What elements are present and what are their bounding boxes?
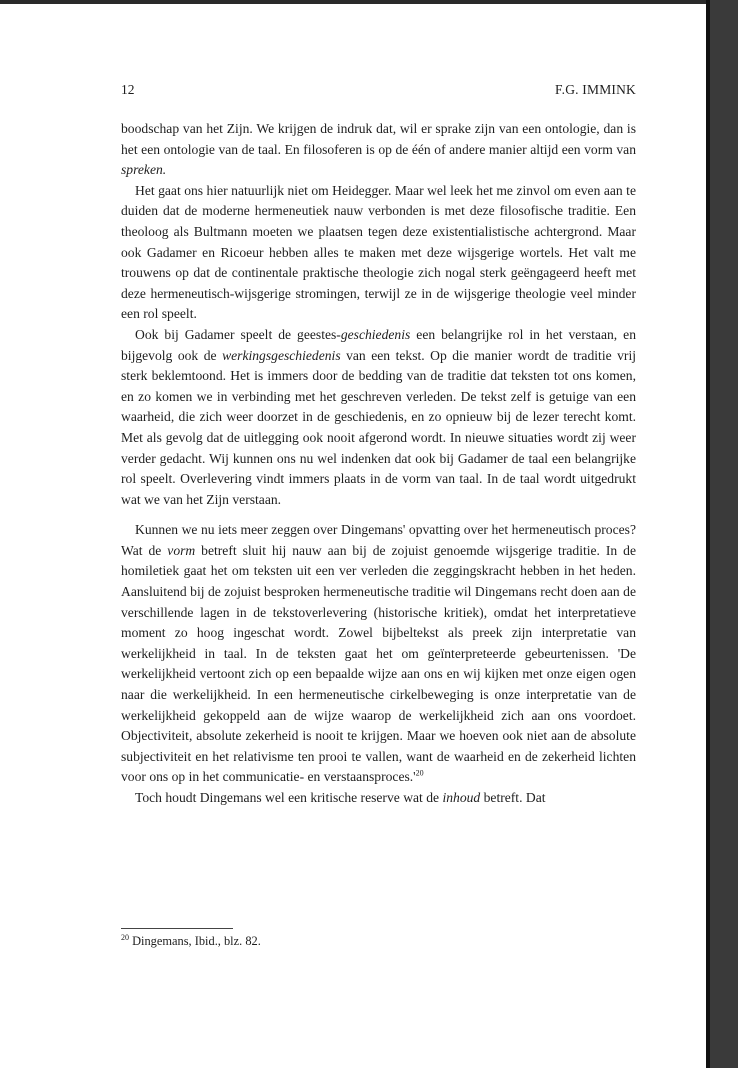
footnote-text: Dingemans, Ibid., blz. 82. <box>129 934 261 948</box>
body-text <box>121 119 636 809</box>
page-number: 12 <box>121 82 135 97</box>
paragraph-2: Het gaat ons hier natuurlijk niet om Heidegger. Maar wel leek het me zinvol om even aan te duiden dat de moderne hermeneutiek nauw verbonden is met deze filosofische traditie. Een theoloog als Bultmann moeten we plaatsen tegen deze existentialistische achtergrond. Maar ook Gadamer en Ricoeur hebben alles te maken met deze wijsgerige wortels. Het valt me trouwens op dat de continentale praktische theologie zich nogal sterk geëngageerd heeft met deze hermeneutisch-wijsgerige stromingen, terwijl ze in de wijsgerige theologie veel minder een rol speelt. <box>121 182 636 322</box>
running-header <box>121 82 636 100</box>
scan-edge-right <box>706 0 738 1068</box>
footnote-mark: 20 <box>121 932 129 942</box>
paragraph-4: Kunnen we nu iets meer zeggen over Dingemans' opvatting over het hermeneutisch proces? Wat de vorm betreft sluit hij nauw aan bij de zojuist genoemde wijsgerige traditie. In de homiletiek gaat het om teksten uit een ver verleden die zeggingskracht hebben in het heden. Aansluitend bij de zojuist besproken hermeneutische traditie wil Dingemans recht doen aan de verschillende lagen in de tekstoverlevering (historische kritiek), omdat het interpretatieve moment zo hoog ingeschat wordt. Zowel bijbeltekst als preek zijn interpretatie van werkelijkheid in taal. In de teksten gaat het om geïnterpreteerde gebeurtenissen. 'De werkelijkheid vertoont zich op een bepaalde wijze aan ons en wij kijken met onze eigen ogen naar die werkelijkheid. In een hermeneutische cirkelbeweging is onze interpretatie van de werkelijkheid gekoppeld aan de wijze waarop de werkelijkheid zich aan ons voordoet. Objectiviteit, absolute zekerheid is nooit te krijgen. Maar we hoeven ook niet aan de absolute subjectiviteit en het relativisme ten prooi te vallen, want de waarheid en de zekerheid lichten voor ons op in het communicatie- en $verstaansproces.'^{20}$ <box>121 522 636 785</box>
footnote-20 <box>121 934 636 949</box>
paragraph-3: Ook bij Gadamer speelt de geestes-geschiedenis een belangrijke rol in het verstaan, en bijgevolg ook de werkingsgeschiedenis van een tekst. Op die manier wordt de traditie vrij sterk beklemtoond. Het is immers door de bedding van de traditie dat teksten tot ons komen, en zo komen we in verbinding met het geschreven verleden. De tekst zelf is getuige van een waarheid, die zich weer doorzet in de geschiedenis, en zo opnieuw bij de lezer terecht komt. Met als gevolg dat de uitlegging ook nooit afgerond wordt. In nieuwe situaties wordt zij weer verder gedacht. Wij kunnen ons nu wel indenken dat ook bij Gadamer de taal een belangrijke rol speelt. Overlevering vindt immers plaats in de vorm van taal. In de taal wordt uitgedrukt wat we van het Zijn verstaan. <box>121 326 637 507</box>
footnote-divider <box>121 928 233 929</box>
running-author: F.G. IMMINK <box>555 82 636 97</box>
paragraph-1: boodschap van het Zijn. We krijgen de indruk dat, wil er sprake zijn van een ontologie, dan is het een ontologie van de taal. En filosoferen is op de één of andere manier altijd een vorm van spreken. <box>121 121 636 178</box>
paragraph-5: Toch houdt Dingemans wel een kritische reserve wat de inhoud betreft. Dat <box>135 790 546 805</box>
footnote-ref[interactable]: 20 <box>415 768 424 778</box>
